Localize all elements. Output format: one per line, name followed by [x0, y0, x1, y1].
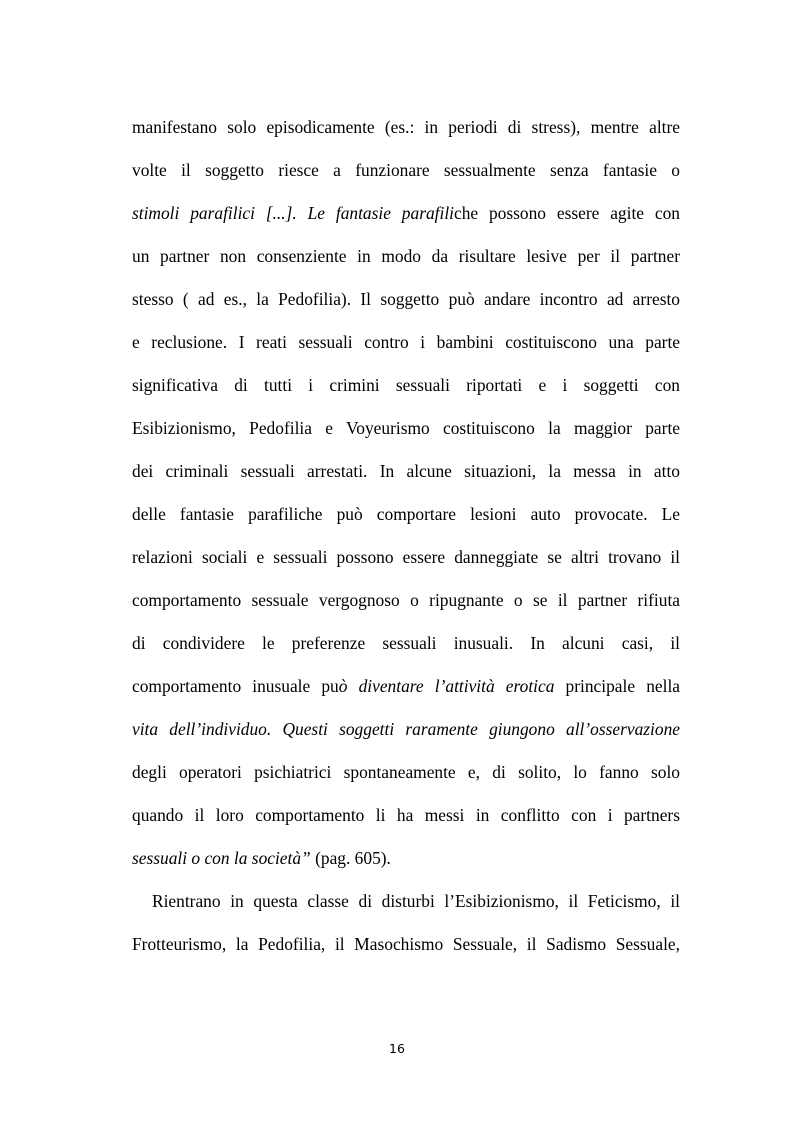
italic-quote-span: ò diventare l’attività erotica — [338, 676, 555, 696]
citation-span: (pag. 605). — [310, 848, 391, 868]
text-line-3 — [132, 202, 680, 224]
text-span: che possono essere agite con — [453, 203, 680, 223]
text-line-9: dei criminali sessuali arrestati. In alcune situazioni, la messa in atto — [132, 461, 680, 481]
text-line-10: delle fantasie parafiliche può comportare lesioni auto provocate. Le — [132, 504, 680, 524]
text-line-2: volte il soggetto riesce a funzionare sessualmente senza fantasie o — [132, 160, 680, 180]
text-line-12: comportamento sessuale vergognoso o ripugnante o se il partner rifiuta — [132, 590, 680, 610]
text-line-11: relazioni sociali e sessuali possono essere danneggiate se altri trovano il — [132, 547, 680, 567]
text-line-14 — [132, 675, 680, 697]
text-line-13: di condividere le preferenze sessuali inusuali. In alcuni casi, il — [132, 633, 680, 653]
text-line-7: significativa di tutti i crimini sessuali riportati e i soggetti con — [132, 375, 680, 395]
text-line-1: manifestano solo episodicamente (es.: in periodi di stress), mentre altre — [132, 117, 680, 137]
text-span: comportamento inusuale pu — [132, 676, 339, 696]
text-line-15: vita dell’individuo. Questi soggetti raramente giungono all’osservazione — [132, 719, 680, 739]
text-line-16: degli operatori psichiatrici spontaneamente e, di solito, lo fanno solo — [132, 762, 680, 782]
page-number: 16 — [389, 1041, 405, 1056]
italic-quote-span: sessuali o con la società” — [132, 848, 311, 868]
text-line-19: Rientrano in questa classe di disturbi l’Esibizionismo, il Feticismo, il — [152, 891, 680, 911]
text-line-4: un partner non consenziente in modo da risultare lesive per il partner — [132, 246, 680, 266]
italic-quote-span: stimoli parafilici [...]. Le fantasie parafili — [132, 203, 454, 223]
text-span: principale nella — [554, 676, 680, 696]
text-line-18 — [132, 847, 680, 869]
text-line-8: Esibizionismo, Pedofilia e Voyeurismo costituiscono la maggior parte — [132, 418, 680, 438]
text-line-20: Frotteurismo, la Pedofilia, il Masochismo Sessuale, il Sadismo Sessuale, — [132, 934, 680, 954]
text-line-17: quando il loro comportamento li ha messi in conflitto con i partners — [132, 805, 680, 825]
text-line-5: stesso ( ad es., la Pedofilia). Il soggetto può andare incontro ad arresto — [132, 289, 680, 309]
text-line-6: e reclusione. I reati sessuali contro i bambini costituiscono una parte — [132, 332, 680, 352]
